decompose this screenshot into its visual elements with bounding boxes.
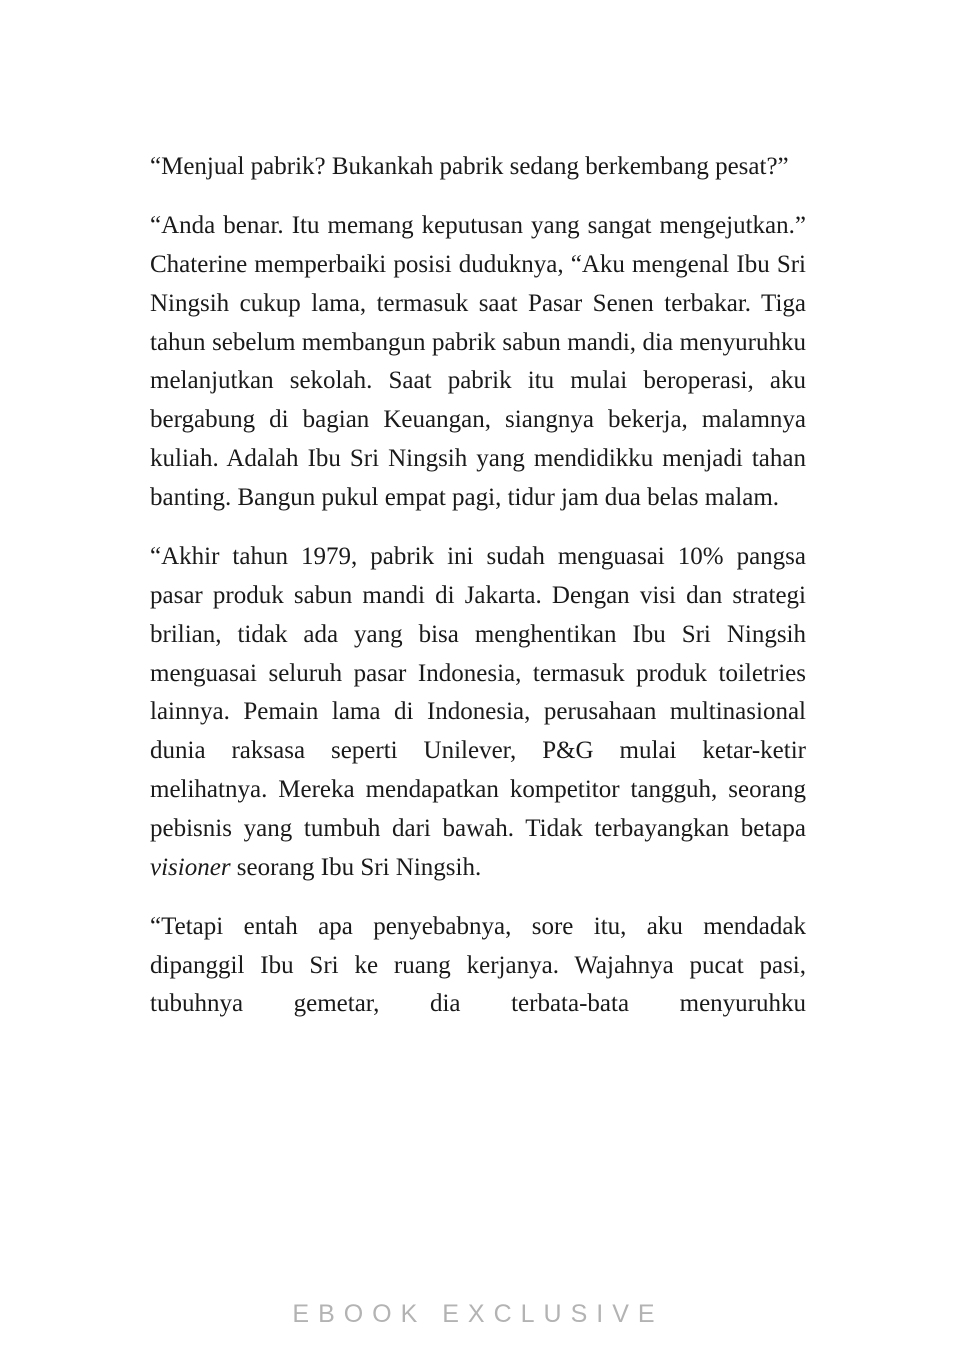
paragraph-2: “Anda benar. Itu memang keputusan yang sangat mengejutkan.” Chaterine memperbaiki posisi duduknya, “Aku mengenal Ibu Sri Ningsih cukup lama, termasuk saat Pasar Senen terbakar. Tiga tahun sebelum membangun pabrik sabun mandi, dia menyuruhku melanjutkan sekolah. Saat pabrik itu mulai beroperasi, aku bergabung di bagian Keuangan, siangnya bekerja, malamnya kuliah. Adalah Ibu Sri Ningsih yang mendidikku menjadi tahan banting. Bangun pukul empat pagi, tidur jam dua belas malam. <box>150 212 806 511</box>
paragraph-3-text: “Akhir tahun 1979, pabrik ini sudah menguasai 10% pangsa pasar produk sabun mandi di Jakarta. Dengan visi dan strategi brilian, tidak ada yang bisa menghentikan Ibu Sri Ningsih menguasai seluruh pasar Indonesia, termasuk produk toiletries lainnya. Pemain lama di Indonesia, perusahaan multinasional dunia raksasa seperti Unilever, P&G mulai ketar-ketir melihatnya. Mereka mendapatkan kompetitor tangguh, seorang pebisnis yang tumbuh dari bawah. Tidak terbayangkan betapa <box>150 543 806 842</box>
paragraph-3-text-end: seorang Ibu Sri Ningsih. <box>230 853 482 881</box>
paragraph-4: “Tetapi entah apa penyebabnya, sore itu, aku mendadak dipanggil Ibu Sri ke ruang kerjanya. Wajahnya pucat pasi, tubuhnya gemetar, dia terbata-bata menyuruhku <box>150 912 806 1018</box>
paragraph-3 <box>150 538 806 887</box>
paragraph-1: “Menjual pabrik? Bukankah pabrik sedang berkembang pesat?” <box>150 153 789 180</box>
italic-word: visioner <box>150 853 231 881</box>
page-body <box>150 148 806 1045</box>
footer-watermark: EBOOK EXCLUSIVE <box>292 1300 664 1328</box>
